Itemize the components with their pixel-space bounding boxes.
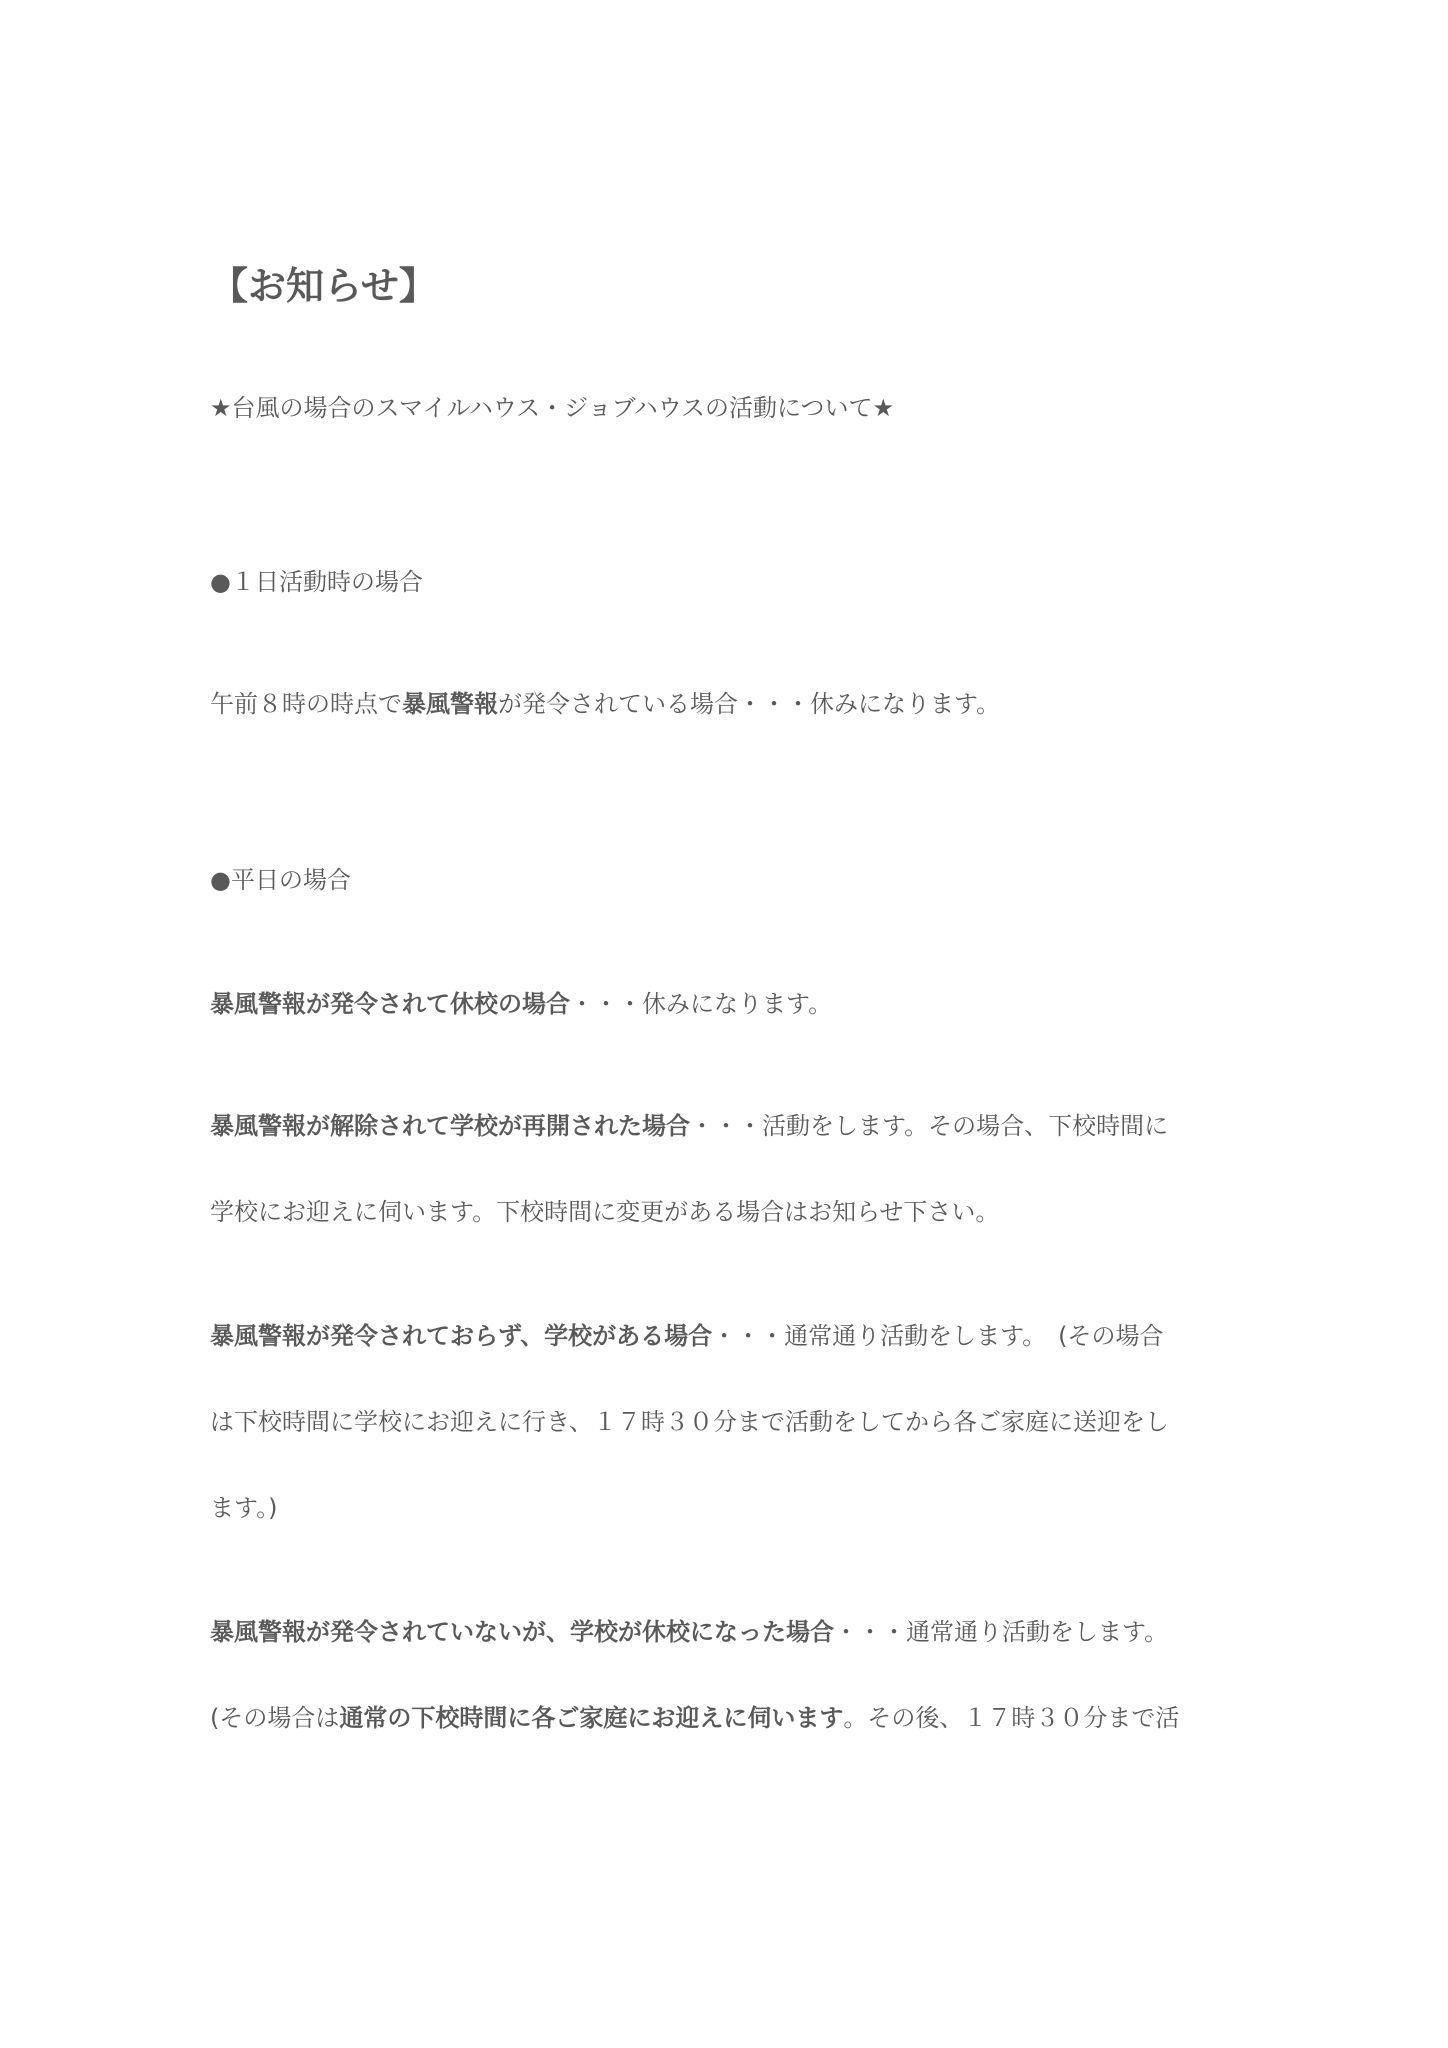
rule-emphasis: 暴風警報が解除されて学校が再開された場合 (210, 1112, 690, 1140)
section-heading-weekday: ●平日の場合 (210, 866, 351, 894)
rule-emphasis: 暴風警報 (402, 690, 498, 718)
rule-emphasis: 通常の下校時間に各ご家庭にお迎えに伺います (339, 1704, 844, 1732)
weekday-rule-2-cont: 学校にお迎えに伺います。下校時間に変更がある場合はお知らせ下さい。 (210, 1198, 1000, 1226)
weekday-rule-3 (210, 1320, 1164, 1352)
section-heading-full-day: ●１日活動時の場合 (210, 568, 423, 596)
weekday-rule-2 (210, 1110, 1168, 1142)
weekday-rule-3-cont-2: ます。) (210, 1494, 278, 1522)
full-day-rule (210, 688, 1000, 720)
rule-text: ・・・通常通り活動をします。 (834, 1618, 1169, 1646)
weekday-rule-4 (210, 1616, 1168, 1648)
rule-text: 午前８時の時点で (210, 690, 402, 718)
rule-text: 。その後、１７時３０分まで活 (843, 1704, 1180, 1732)
rule-emphasis: 暴風警報が発令されていないが、学校が休校になった場合 (210, 1618, 834, 1646)
weekday-rule-3-cont-1: は下校時間に学校にお迎えに行き、１７時３０分まで活動をしてから各ご家庭に送迎をし (210, 1408, 1170, 1436)
rule-text: ・・・通常通り活動をします。 (その場合 (712, 1322, 1164, 1350)
rule-emphasis: 暴風警報が発令されておらず、学校がある場合 (210, 1322, 713, 1350)
rule-text: ・・・活動をします。その場合、下校時間に (690, 1112, 1169, 1140)
notice-subtitle: ★台風の場合のスマイルハウス・ジョブハウスの活動について★ (210, 394, 895, 422)
weekday-rule-4-cont (210, 1702, 1179, 1734)
weekday-rule-1 (210, 988, 832, 1020)
rule-text: ・・・休みになります。 (570, 990, 833, 1018)
page-title: 【お知らせ】 (210, 264, 437, 308)
rule-text: が発令されている場合・・・休みになります。 (498, 690, 1001, 718)
rule-text: (その場合は (210, 1704, 340, 1732)
rule-emphasis: 暴風警報が発令されて休校の場合 (210, 990, 570, 1018)
